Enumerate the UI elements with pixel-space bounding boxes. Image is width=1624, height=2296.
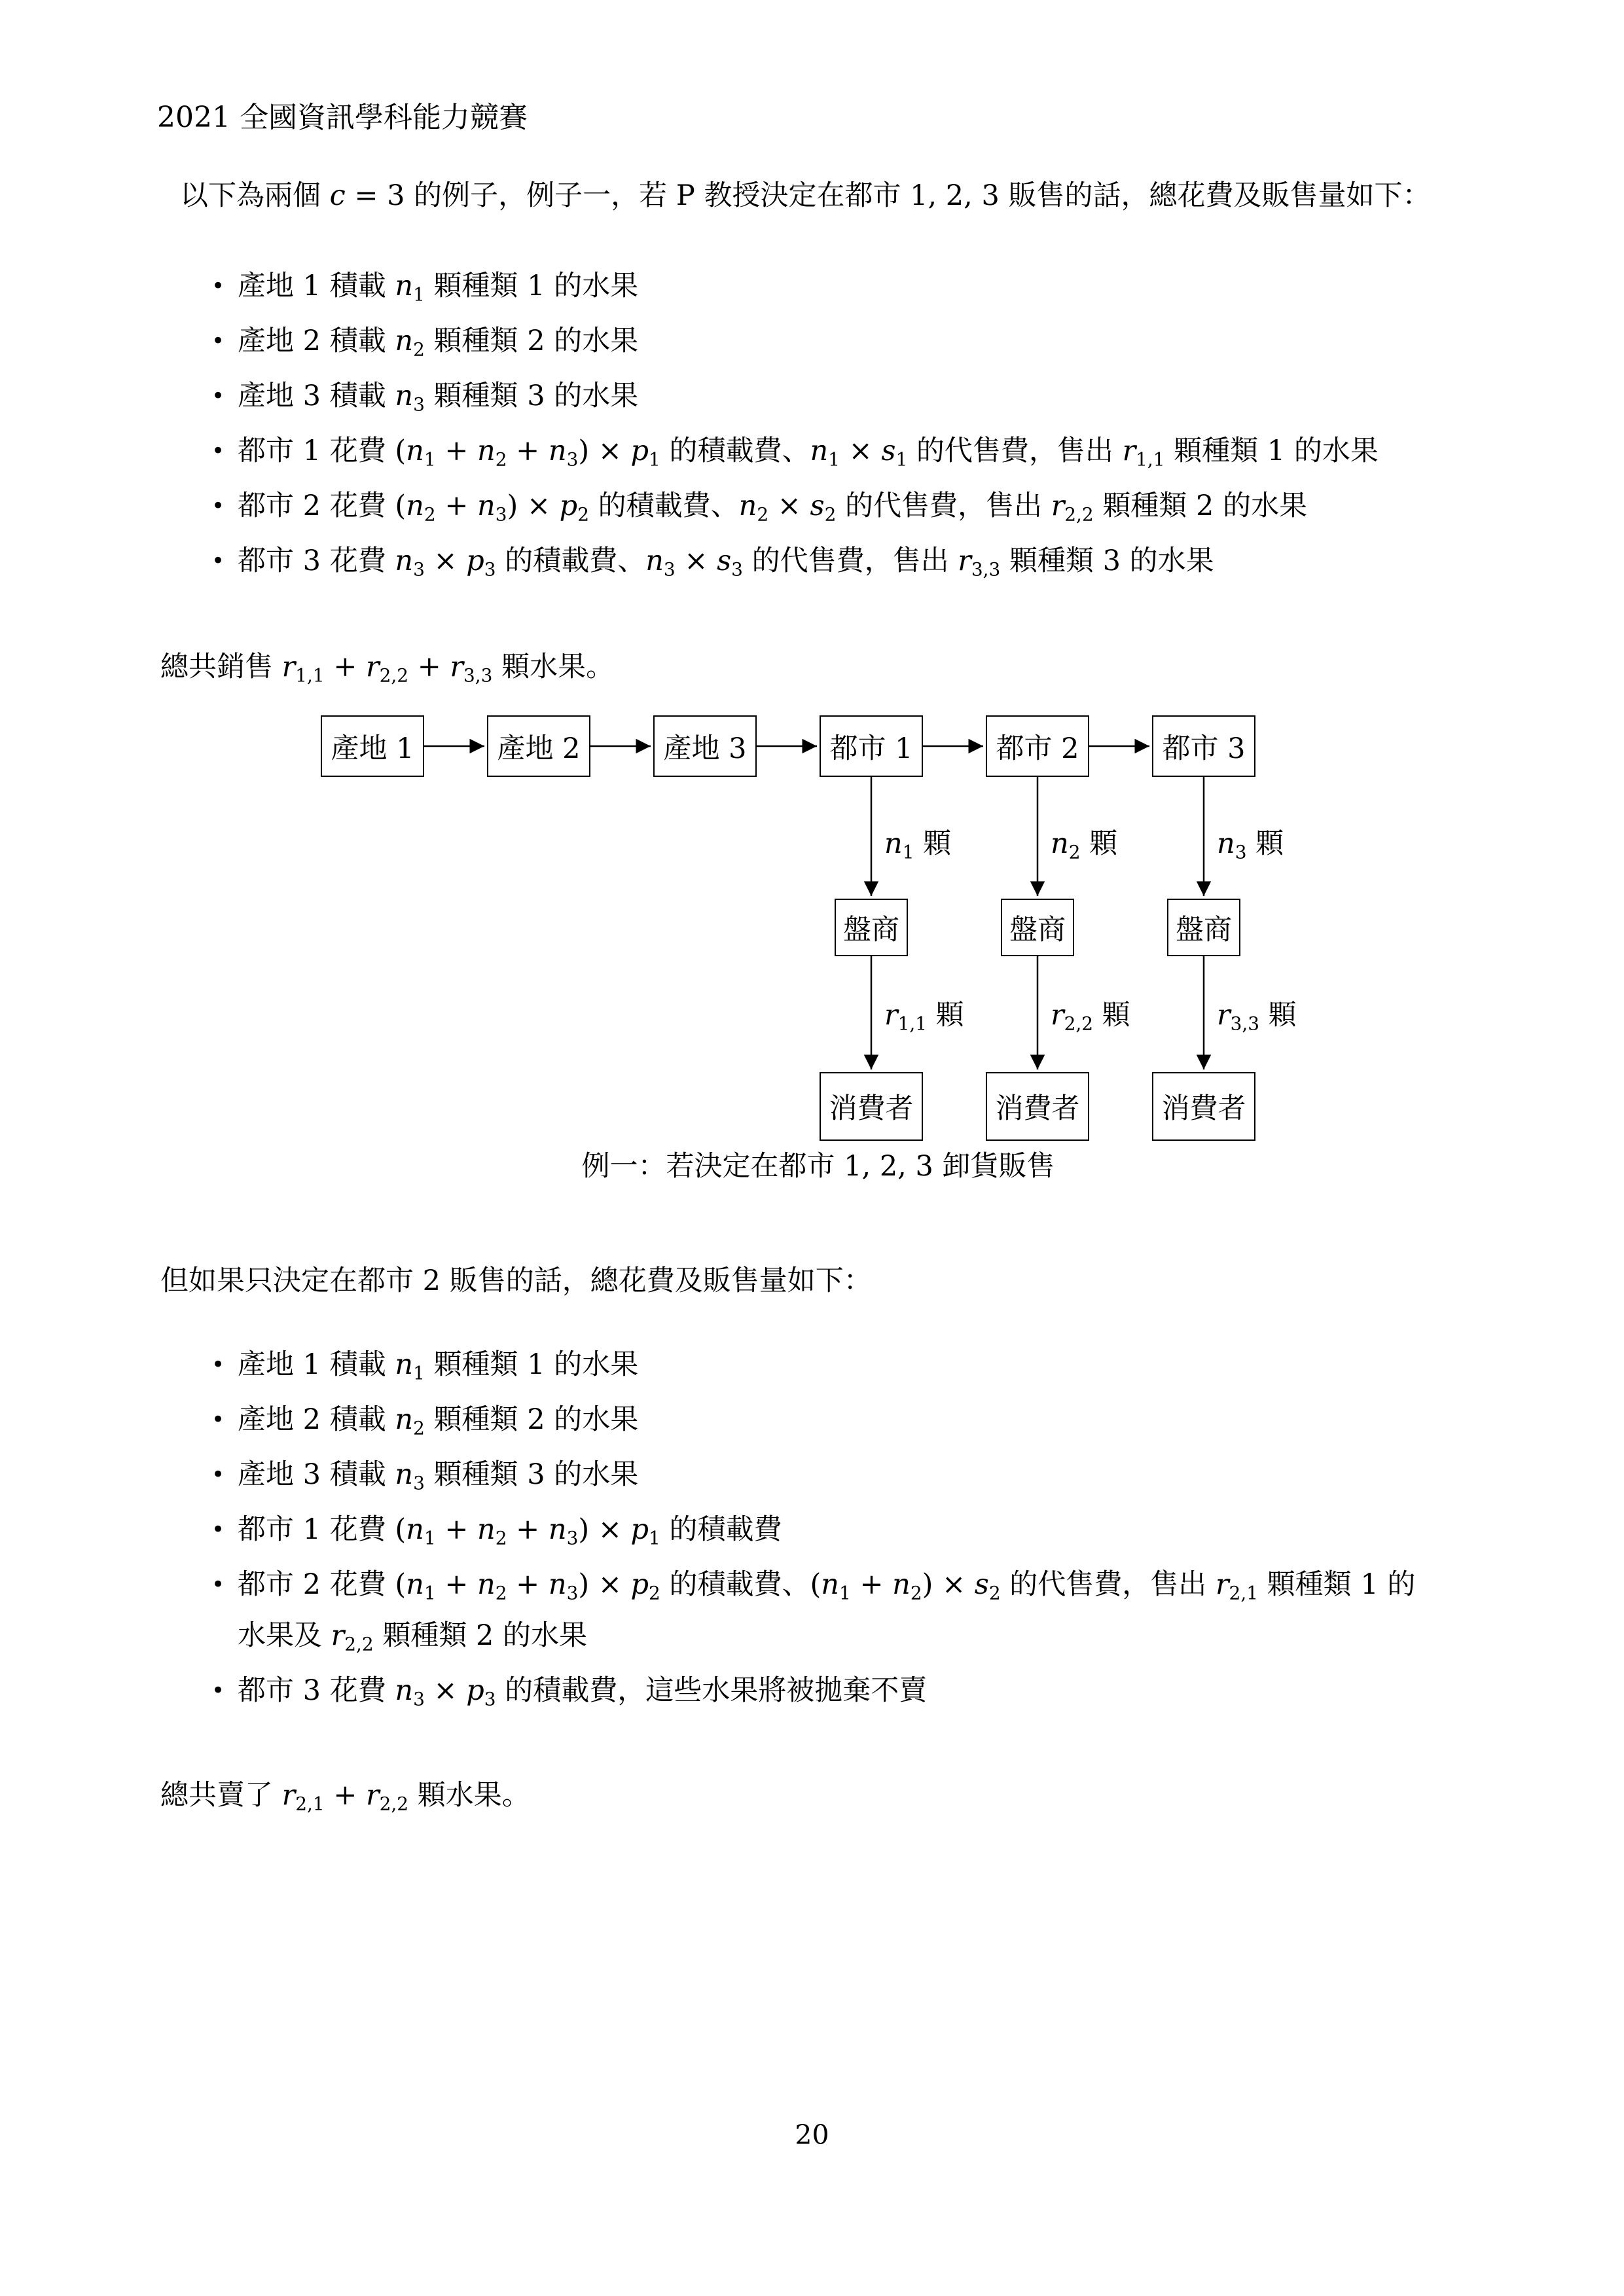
bullet-icon: •: [211, 548, 225, 574]
bullet-icon: •: [211, 1462, 225, 1488]
example1-intro-paragraph: 以下為兩個 c = 3 的例子，例子一，若 P 教授決定在都市 1, 2, 3 販售的話，總花費及販售量如下：: [180, 179, 1431, 212]
node-city-2: 都市 2: [986, 715, 1089, 777]
bullet-icon: •: [211, 383, 225, 409]
node-wholesaler-2: 盤商: [1001, 899, 1074, 956]
list-item: [160, 1504, 1561, 1555]
bullet-icon: •: [211, 1516, 225, 1543]
list-item: [160, 315, 1561, 367]
bullet-icon: •: [211, 1677, 225, 1704]
list-item-text: 都市 1 花費 $(n_1 + n_2 + n_3) \times p_1$ 的積載費、$n_1 \times s_1$ 的代售費，售出 $r_{1,1}$ 顆種類 1 的水果: [238, 435, 1379, 471]
example1-cost-list: [160, 260, 1561, 590]
node-consumer-2: 消費者: [986, 1072, 1089, 1141]
list-item-text: 都市 2 花費 $(n_1 + n_2 + n_3) \times p_2$ 的積載費、$(n_1 + n_2) \times s_2$ 的代售費，售出 $r_{2,1}$ 顆種類 1 的 水果及 $r_{2,2}$ 顆種類 2 的水果: [238, 1568, 1416, 1655]
bullet-icon: •: [211, 328, 225, 354]
list-item-text: 產地 3 積載 $n_3$ 顆種類 3 的水果: [238, 1458, 639, 1494]
list-item: [160, 1449, 1561, 1500]
list-item: [160, 1665, 1561, 1716]
list-item-text: 產地 1 積載 $n_1$ 顆種類 1 的水果: [238, 270, 639, 306]
edge-label-sold-1: $r_{1,1}$ 顆: [884, 999, 964, 1035]
node-city-1: 都市 1: [820, 715, 923, 777]
list-item: [160, 425, 1561, 476]
bullet-icon: •: [211, 438, 225, 464]
list-item-text: 都市 3 花費 $n_3 \times p_3$ 的積載費、$n_3 \times s_3$ 的代售費，售出 $r_{3,3}$ 顆種類 3 的水果: [238, 545, 1214, 581]
bullet-icon: •: [211, 1407, 225, 1433]
example2-cost-list: [160, 1339, 1561, 1720]
list-item: [160, 480, 1561, 531]
list-item-text: 都市 2 花費 $(n_2 + n_3) \times p_2$ 的積載費、$n_2 \times s_2$ 的代售費，售出 $r_{2,2}$ 顆種類 2 的水果: [238, 490, 1308, 526]
list-item-text: 產地 3 積載 $n_3$ 顆種類 3 的水果: [238, 380, 639, 416]
figure-arrows: [321, 715, 1258, 1142]
example1-total-line: 總共銷售 $r_{1,1} + r_{2,2} + r_{3,3}$ 顆水果。: [160, 651, 615, 687]
list-item: [160, 1559, 1561, 1661]
list-item-text: 產地 1 積載 $n_1$ 顆種類 1 的水果: [238, 1348, 639, 1384]
list-item: [160, 370, 1561, 422]
page-number: 20: [795, 2119, 829, 2151]
list-item-text: 產地 2 積載 $n_2$ 顆種類 2 的水果: [238, 325, 639, 361]
node-consumer-1: 消費者: [820, 1072, 923, 1141]
bullet-icon: •: [211, 493, 225, 519]
node-producer-3: 產地 3: [653, 715, 757, 777]
flow-diagram: [321, 715, 1297, 1142]
edge-label-load-1: $n_1$ 顆: [884, 827, 952, 863]
node-producer-1: 產地 1: [321, 715, 424, 777]
bullet-icon: •: [211, 1571, 225, 1598]
list-item-text: 產地 2 積載 $n_2$ 顆種類 2 的水果: [238, 1403, 639, 1439]
list-item-text: 都市 1 花費 $(n_1 + n_2 + n_3) \times p_1$ 的積載費: [238, 1513, 782, 1549]
node-wholesaler-3: 盤商: [1167, 899, 1240, 956]
bullet-icon: •: [211, 1352, 225, 1378]
page-header: 2021 全國資訊學科能力競賽: [157, 101, 528, 134]
list-item: [160, 535, 1561, 586]
node-consumer-3: 消費者: [1152, 1072, 1255, 1141]
example2-intro-paragraph: 但如果只決定在都市 2 販售的話，總花費及販售量如下：: [160, 1265, 872, 1297]
edge-label-load-3: $n_3$ 顆: [1217, 827, 1284, 863]
bullet-icon: •: [211, 273, 225, 299]
list-item: [160, 1339, 1561, 1390]
edge-label-load-2: $n_2$ 顆: [1051, 827, 1118, 863]
node-wholesaler-1: 盤商: [835, 899, 908, 956]
edge-label-sold-2: $r_{2,2}$ 顆: [1051, 999, 1130, 1035]
node-city-3: 都市 3: [1152, 715, 1255, 777]
list-item-text: 都市 3 花費 $n_3 \times p_3$ 的積載費，這些水果將被拋棄不賣: [238, 1674, 928, 1710]
list-item: [160, 260, 1561, 312]
list-item: [160, 1394, 1561, 1445]
edge-label-sold-3: $r_{3,3}$ 顆: [1217, 999, 1297, 1035]
example2-total-line: 總共賣了 $r_{2,1} + r_{2,2}$ 顆水果。: [160, 1779, 530, 1815]
figure-caption: 例一：若決定在都市 1, 2, 3 卸貨販售: [581, 1150, 1055, 1183]
node-producer-2: 產地 2: [487, 715, 590, 777]
